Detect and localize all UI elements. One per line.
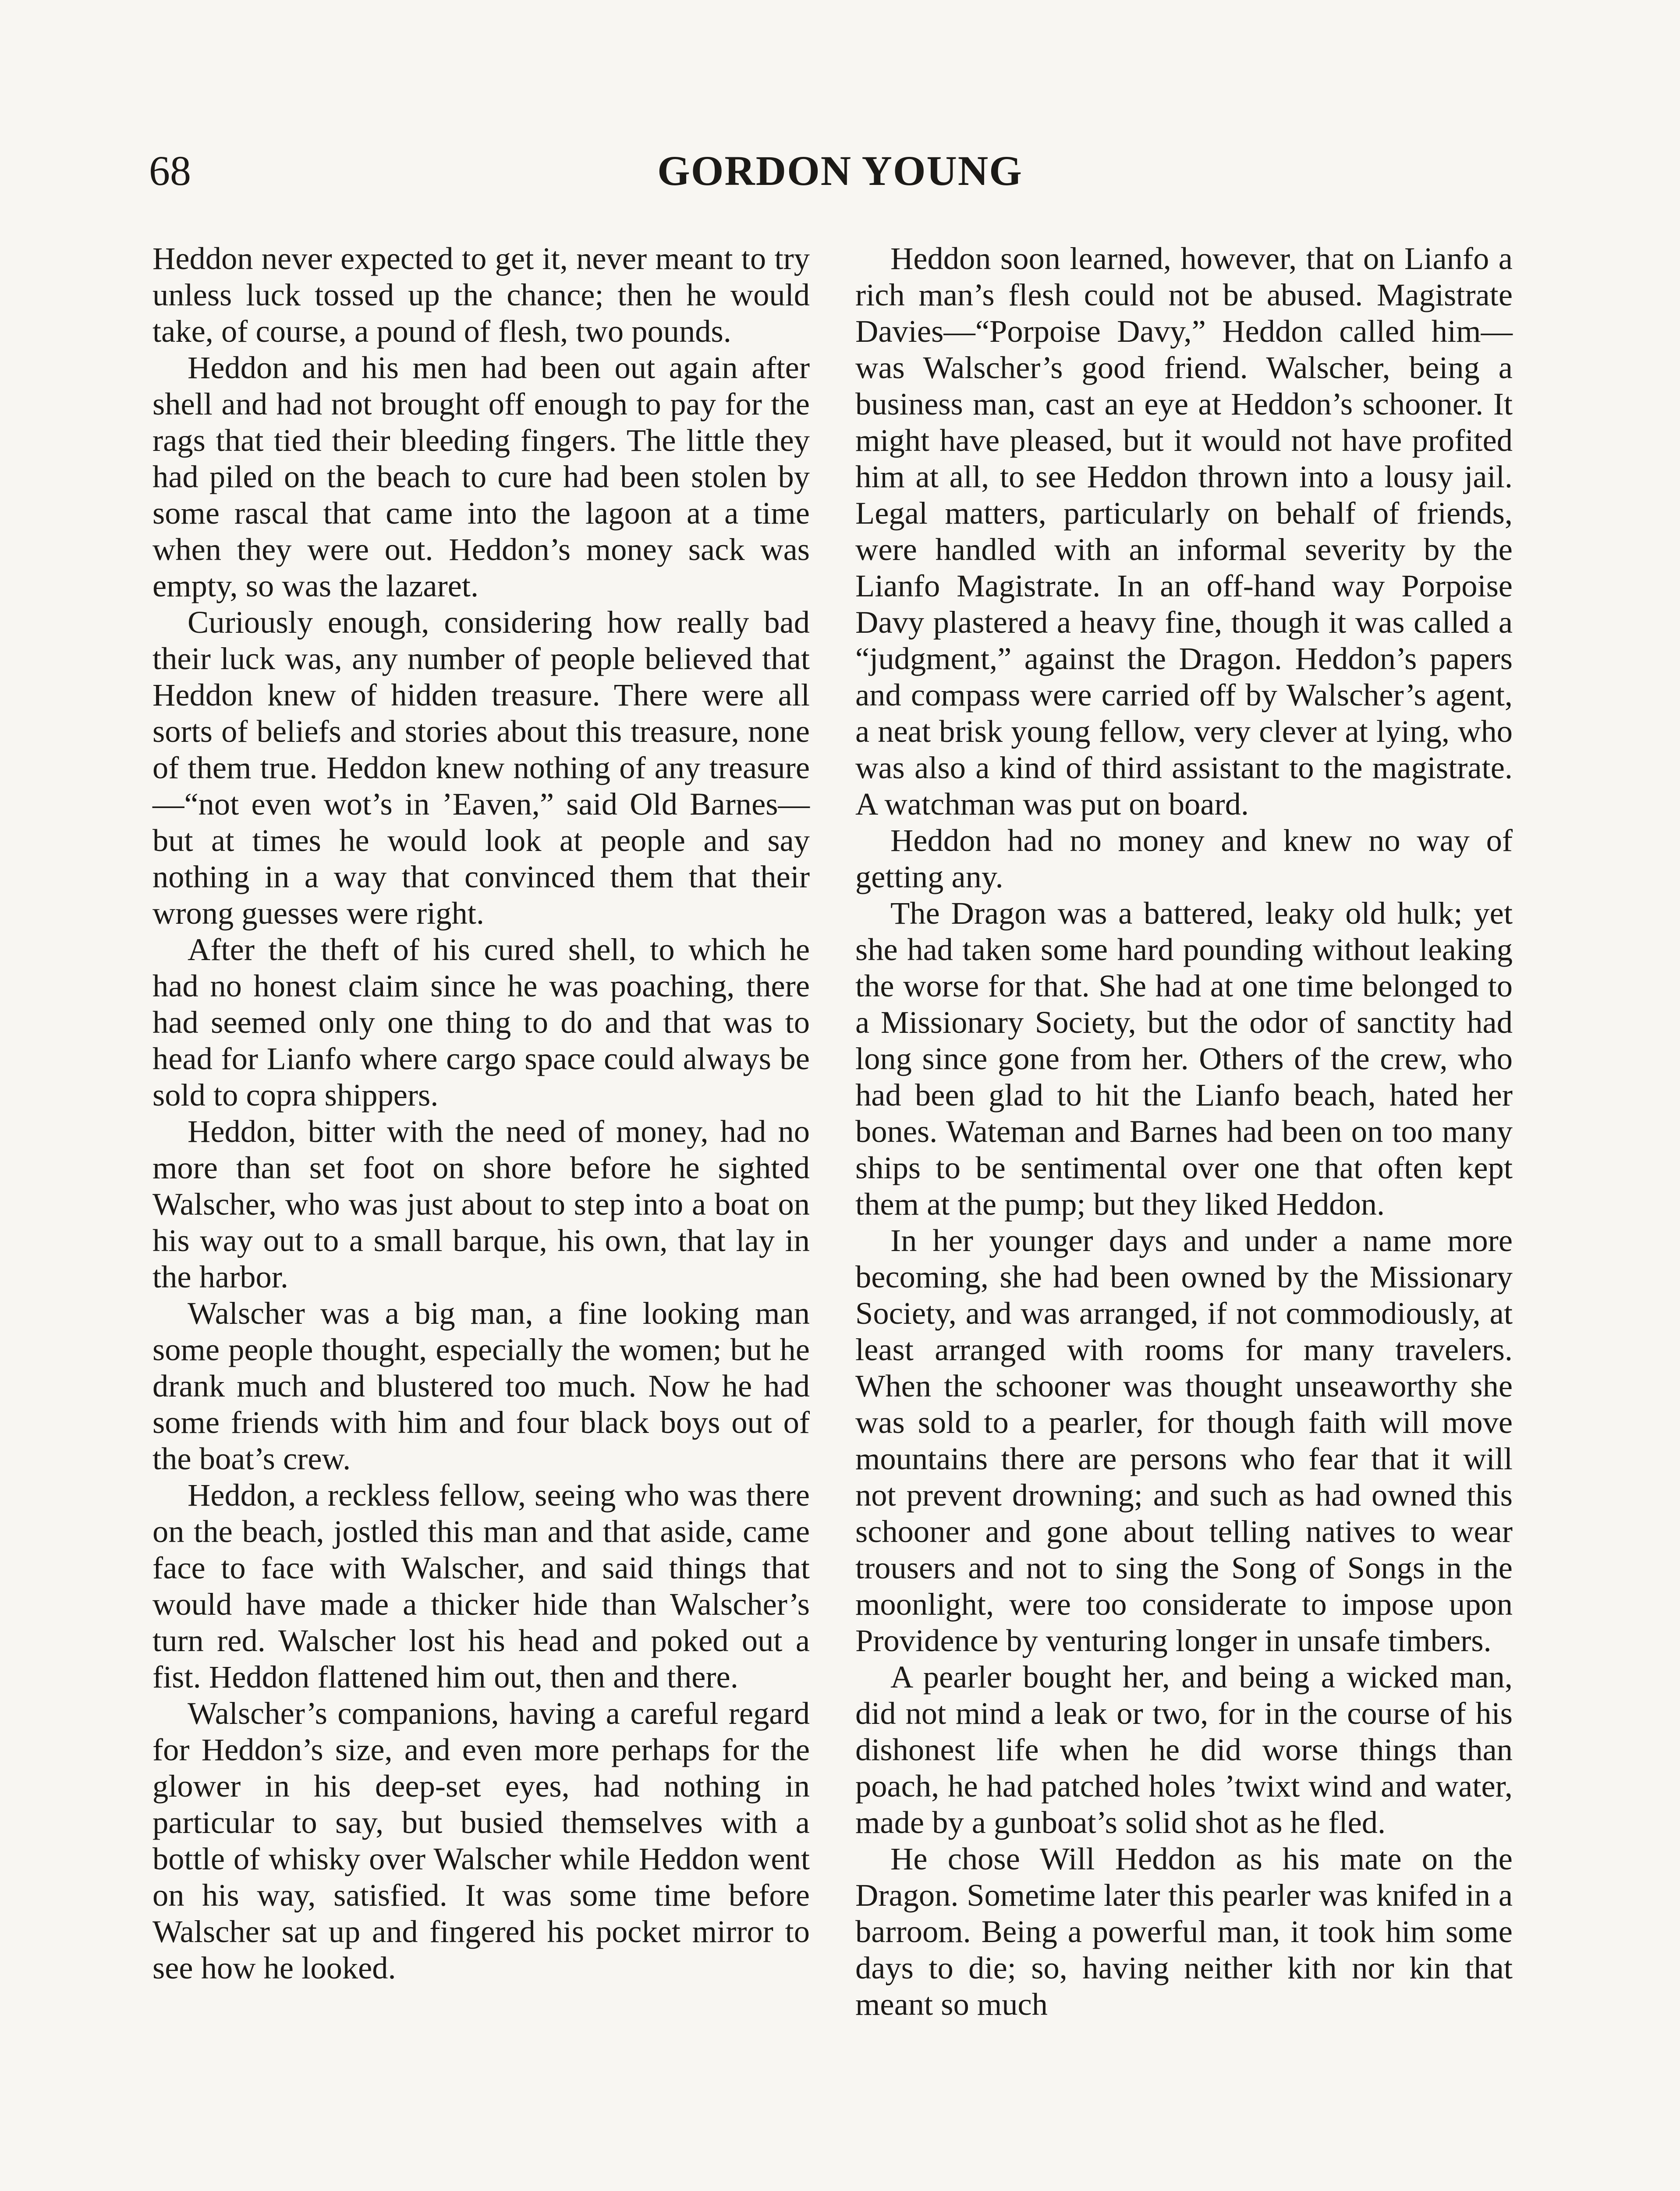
paragraph: Heddon never expected to get it, never meant to try unless luck tossed up the chance; then he would take, of course, a pound of flesh, two pounds. bbox=[152, 241, 810, 349]
running-title: GORDON YOUNG bbox=[657, 147, 1023, 194]
left-column bbox=[152, 240, 810, 1986]
paragraph: Heddon soon learned, however, that on Lianfo a rich man’s flesh could not be abused. Magistrate Davies—“Porpoise Davy,” Heddon called him—was Walscher’s good friend. Walscher, being a business man, cast an eye at Heddon’s schooner. It might have pleased, but it would not have profited him at all, to see Heddon thrown into a lousy jail. Legal matters, particularly on behalf of friends, were handled with an informal severity by the Lianfo Magistrate. In an off-hand way Porpoise Davy plastered a heavy fine, though it was called a “judgment,” against the Dragon. Heddon’s papers and compass were carried off by Walscher’s agent, a neat brisk young fellow, very clever at lying, who was also a kind of third assistant to the magistrate. A watchman was put on board. bbox=[855, 241, 1513, 822]
paragraph: In her younger days and under a name more becoming, she had been owned by the Missionary Society, and was arranged, if not commodiously, at least arranged with rooms for many travelers. When the schooner was thought unseaworthy she was sold to a pearler, for though faith will move mountains there are persons who fear that it will not prevent drowning; and such as had owned this schooner and gone about telling natives to wear trousers and not to sing the Song of Songs in the moonlight, were too considerate to impose upon Providence by venturing longer in unsafe timbers. bbox=[855, 1223, 1513, 1658]
paragraph: A pearler bought her, and being a wicked man, did not mind a leak or two, for in the course of his dishonest life when he did worse things than poach, he had patched holes ’twixt wind and water, made by a gunboat’s solid shot as he fled. bbox=[855, 1659, 1513, 1840]
paragraph: Heddon and his men had been out again after shell and had not brought off enough to pay for the rags that tied their bleeding fingers. The little they had piled on the beach to cure had been stolen by some rascal that came into the lagoon at a time when they were out. Heddon’s money sack was empty, so was the lazaret. bbox=[152, 350, 810, 603]
paragraph: Walscher was a big man, a fine looking man some people thought, especially the women; but he drank much and blustered too much. Now he had some friends with him and four black boys out of the boat’s crew. bbox=[152, 1295, 810, 1476]
paragraph: Curiously enough, considering how really bad their luck was, any number of people believed that Heddon knew of hidden treasure. There were all sorts of beliefs and stories about this treasure, none of them true. Heddon knew nothing of any treasure—“not even wot’s in ’Eaven,” said Old Barnes—but at times he would look at people and say nothing in a way that convinced them that their wrong guesses were right. bbox=[152, 604, 810, 931]
paragraph: Heddon had no money and knew no way of getting any. bbox=[855, 823, 1513, 894]
page-number: 68 bbox=[149, 147, 191, 194]
right-column bbox=[855, 240, 1513, 2022]
paragraph: The Dragon was a battered, leaky old hulk; yet she had taken some hard pounding without leaking the worse for that. She had at one time belonged to a Missionary Society, but the odor of sanctity had long since gone from her. Others of the crew, who had been glad to hit the Lianfo beach, hated her bones. Wateman and Barnes had been on too many ships to be sentimental over one that often kept them at the pump; but they liked Heddon. bbox=[855, 895, 1513, 1222]
paragraph: Walscher’s companions, having a careful regard for Heddon’s size, and even more perhaps for the glower in his deep-set eyes, had nothing in particular to say, but busied themselves with a bottle of whisky over Walscher while Heddon went on his way, satisfied. It was some time before Walscher sat up and fingered his pocket mirror to see how he looked. bbox=[152, 1695, 810, 1985]
paragraph: Heddon, bitter with the need of money, had no more than set foot on shore before he sighted Walscher, who was just about to step into a boat on his way out to a small barque, his own, that lay in the harbor. bbox=[152, 1113, 810, 1294]
paragraph: After the theft of his cured shell, to which he had no honest claim since he was poaching, there had seemed only one thing to do and that was to head for Lianfo where cargo space could always be sold to copra shippers. bbox=[152, 932, 810, 1113]
paragraph: Heddon, a reckless fellow, seeing who was there on the beach, jostled this man and that aside, came face to face with Walscher, and said things that would have made a thicker hide than Walscher’s turn red. Walscher lost his head and poked out a fist. Heddon flattened him out, then and there. bbox=[152, 1477, 810, 1695]
paragraph: He chose Will Heddon as his mate on the Dragon. Sometime later this pearler was knifed in a barroom. Being a powerful man, it took him some days to die; so, having neither kith nor kin that meant so much bbox=[855, 1841, 1513, 2022]
